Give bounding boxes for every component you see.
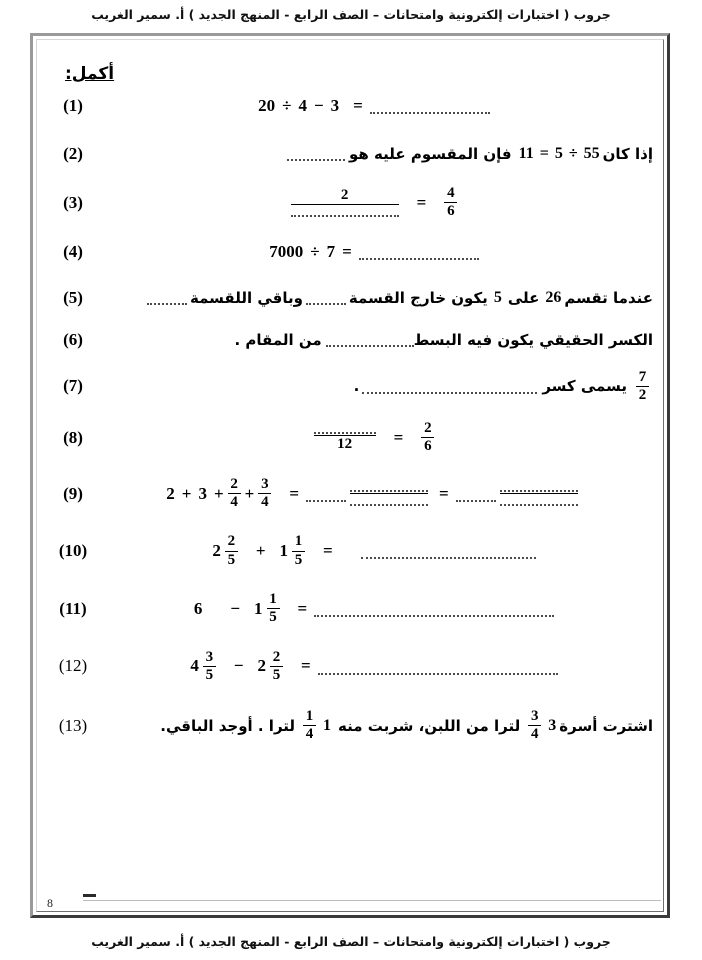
q1-minus-sign: − — [313, 96, 324, 115]
question-8-number: (8) — [63, 427, 83, 447]
q1-operand-a: 20 — [258, 96, 276, 115]
question-13-body — [95, 709, 653, 743]
question-3-number: (3) — [63, 192, 83, 212]
question-11-expression — [194, 592, 554, 626]
question-2 — [51, 144, 653, 164]
question-9-body — [95, 477, 653, 511]
q1-operand-b: 4 — [298, 96, 307, 115]
q12-fraction-2 — [270, 650, 283, 684]
q12-fraction-1 — [203, 650, 216, 684]
q10-f1-denominator: 5 — [227, 551, 236, 568]
q9-whole-blank-2[interactable] — [456, 485, 496, 501]
q12-whole-1: 4 — [190, 656, 199, 676]
question-13-sentence — [156, 709, 653, 743]
q6-text-start: الكسر الحقيقي يكون فيه البسط — [413, 330, 653, 349]
q12-minus-sign: − — [233, 656, 244, 676]
question-12-expression — [190, 650, 557, 684]
q8-equals-sign: = — [393, 427, 404, 447]
question-8 — [51, 421, 653, 455]
q9-answer-fraction-1[interactable] — [350, 481, 428, 506]
q11-answer-blank[interactable] — [314, 601, 554, 617]
question-2-sentence — [287, 145, 653, 163]
q8-left-numerator: 2 — [424, 420, 432, 437]
q4-operand-b: 7 — [326, 241, 336, 261]
q9-answer-2-denominator-blank[interactable] — [500, 495, 578, 506]
question-13 — [51, 709, 653, 743]
q3-right-fraction[interactable] — [291, 188, 399, 217]
q8-right-denominator: 12 — [337, 436, 353, 453]
q13-f1-denominator: 4 — [531, 726, 539, 743]
question-13-number: (13) — [58, 715, 88, 735]
question-10-body — [95, 534, 653, 568]
page-frame-inner-border — [36, 39, 664, 912]
question-10-number: (10) — [58, 541, 88, 561]
q7-period: . — [353, 377, 360, 396]
q3-left-denominator: 6 — [447, 203, 455, 220]
q10-whole-1: 2 — [212, 541, 221, 561]
question-3-equation — [287, 186, 462, 220]
question-5-sentence — [147, 289, 653, 307]
q13-f2-numerator: 1 — [305, 708, 314, 725]
q10-plus-sign: + — [255, 541, 266, 561]
q12-f1-numerator: 3 — [205, 648, 214, 665]
q7-fraction — [636, 370, 649, 404]
q9-f1-denominator: 4 — [230, 494, 238, 511]
q5-dividend: 26 — [545, 288, 562, 306]
page-title: أكمل: — [65, 64, 115, 84]
q3-right-fraction-bar — [291, 204, 399, 205]
question-7-sentence — [351, 370, 653, 404]
question-1-number: (1) — [63, 96, 83, 115]
q10-f2-denominator: 5 — [294, 551, 303, 568]
q12-f2-numerator: 2 — [272, 648, 281, 665]
q12-answer-blank[interactable] — [318, 658, 558, 674]
question-12-number: (12) — [58, 656, 88, 676]
q5-text-mid: على — [507, 288, 540, 307]
q9-answer-1-denominator-blank[interactable] — [350, 495, 428, 506]
question-9-expression — [166, 477, 581, 511]
q5-divisor: 5 — [493, 288, 502, 306]
q1-operand-c: 3 — [330, 96, 340, 115]
running-header: جروب ( اختبارات إلكترونية وامتحانات – الصف الرابع - المنهج الجديد ) أ. سمير الغريب — [91, 7, 611, 22]
q6-text-end: من المقام . — [234, 330, 322, 349]
q9-fraction-1 — [228, 477, 241, 511]
q7-text: يسمى كسر — [542, 377, 627, 396]
q8-left-denominator: 6 — [424, 438, 432, 455]
question-7 — [51, 370, 653, 404]
bottom-dash-mark — [83, 894, 96, 897]
page-frame — [30, 33, 670, 918]
question-1 — [51, 96, 653, 116]
q1-equals-sign: = — [353, 96, 363, 115]
q2-dividend: 55 — [583, 145, 600, 162]
q9-whole-blank-1[interactable] — [306, 485, 346, 501]
q13-fraction-1 — [528, 709, 541, 743]
q9-plus-2: + — [213, 483, 224, 503]
question-5-number: (5) — [63, 287, 83, 307]
q3-left-fraction — [444, 186, 457, 220]
question-4 — [51, 242, 653, 262]
q13-text-mid: لترا من اللبن، شربت منه — [338, 716, 521, 735]
q9-f2-denominator: 4 — [261, 494, 269, 511]
q4-answer-blank[interactable] — [359, 243, 479, 259]
question-8-body — [95, 421, 653, 455]
q8-right-fraction[interactable] — [314, 423, 376, 452]
q11-f2-numerator: 1 — [269, 590, 277, 607]
question-3-body — [95, 186, 653, 220]
q9-answer-2-numerator-blank[interactable] — [500, 481, 578, 492]
q13-text-start: اشترت أسرة — [559, 716, 653, 735]
question-1-expression — [258, 96, 490, 116]
question-5 — [51, 288, 653, 308]
question-11 — [51, 592, 653, 626]
question-4-number: (4) — [63, 241, 83, 261]
q2-divide-sign: ÷ — [568, 145, 578, 162]
question-7-number: (7) — [63, 376, 83, 396]
q4-divide-sign: ÷ — [310, 241, 320, 261]
q10-whole-2: 1 — [279, 541, 288, 561]
q4-equals-sign: = — [342, 241, 352, 261]
q6-answer-blank[interactable] — [326, 332, 414, 347]
worksheet-sheet — [37, 40, 671, 919]
q13-whole-1: 3 — [548, 716, 557, 734]
q9-plus-1: + — [181, 483, 192, 503]
q9-f2-numerator: 3 — [261, 475, 269, 492]
sheet-bottom-area — [37, 879, 671, 913]
q3-equals-sign: = — [416, 192, 427, 212]
question-2-body — [95, 145, 653, 163]
q13-whole-2: 1 — [323, 716, 332, 734]
q8-right-numerator-blank[interactable] — [314, 423, 376, 434]
question-6 — [51, 330, 653, 350]
q9-answer-fraction-2[interactable] — [500, 481, 578, 506]
q4-operand-a: 7000 — [269, 241, 304, 261]
question-6-body — [95, 331, 653, 349]
q5-text-end: يكون خارج القسمة — [348, 288, 488, 307]
q9-operand-a: 2 — [166, 483, 175, 503]
q9-fraction-2 — [258, 477, 271, 511]
q10-f2-numerator: 1 — [294, 533, 303, 550]
q9-equals-1: = — [289, 483, 300, 503]
q9-answer-2-bar — [500, 493, 578, 494]
q5-text-tail: وباقي اللقسمة — [190, 288, 303, 307]
page-number: 8 — [47, 896, 53, 910]
q12-f2-denominator: 5 — [272, 666, 281, 683]
question-10 — [51, 534, 653, 568]
question-11-body — [95, 592, 653, 626]
q12-equals-sign: = — [301, 656, 311, 676]
q13-f2-denominator: 4 — [305, 726, 314, 743]
running-footer: جروب ( اختبارات إلكترونية وامتحانات – الصف الرابع - المنهج الجديد ) أ. سمير الغريب — [91, 934, 611, 949]
question-1-body — [95, 96, 653, 116]
q9-f1-numerator: 2 — [230, 475, 238, 492]
question-4-expression — [269, 242, 479, 262]
q1-answer-blank[interactable] — [370, 98, 490, 114]
question-2-number: (2) — [63, 144, 83, 163]
q10-fraction-2 — [292, 534, 305, 568]
q13-text-end: لترا . أوجد الباقي. — [160, 716, 296, 735]
q9-plus-3: + — [244, 483, 255, 503]
q10-fraction-1 — [225, 534, 238, 568]
q9-answer-1-numerator-blank[interactable] — [350, 481, 428, 492]
q11-minus-sign: − — [230, 598, 240, 618]
question-4-body — [95, 242, 653, 262]
q13-fraction-2 — [303, 709, 316, 743]
q10-equals-sign: = — [323, 541, 333, 561]
q11-whole-2: 1 — [254, 598, 263, 618]
q7-numerator: 7 — [638, 368, 647, 385]
q10-f1-numerator: 2 — [227, 533, 236, 550]
q9-answer-1-bar — [350, 493, 428, 494]
q3-right-denominator-blank[interactable] — [291, 206, 399, 217]
q3-right-numerator: 2 — [340, 187, 349, 204]
q7-denominator: 2 — [638, 386, 647, 403]
q5-text-start: عندما تقسم — [564, 288, 653, 307]
question-6-number: (6) — [63, 329, 83, 349]
q2-equals-sign: = — [539, 145, 549, 162]
q11-fraction-2 — [267, 592, 280, 626]
q1-divide-sign: ÷ — [282, 96, 292, 115]
q2-divisor: 5 — [554, 145, 563, 162]
q11-equals-sign: = — [297, 598, 308, 618]
question-11-number: (11) — [59, 598, 87, 618]
q12-f1-denominator: 5 — [205, 666, 214, 683]
q12-whole-2: 2 — [257, 656, 266, 676]
q11-whole-1: 6 — [193, 598, 203, 618]
q5-remainder-blank[interactable] — [147, 290, 187, 305]
q7-answer-blank[interactable] — [362, 379, 537, 394]
bottom-horizontal-rule — [83, 900, 661, 901]
q3-left-numerator: 4 — [447, 185, 455, 201]
question-6-sentence — [231, 331, 653, 349]
question-9-number: (9) — [63, 483, 83, 503]
question-3 — [51, 186, 653, 220]
q2-text-start: إذا كان — [602, 145, 653, 163]
question-10-expression — [212, 534, 535, 568]
q10-answer-blank[interactable] — [361, 543, 536, 559]
q9-equals-2: = — [439, 483, 449, 503]
q13-f1-numerator: 3 — [531, 708, 539, 725]
q2-quotient: 11 — [518, 145, 534, 162]
q5-quotient-blank[interactable] — [306, 290, 346, 305]
question-8-equation — [310, 421, 439, 455]
question-12-body — [95, 650, 653, 684]
question-9 — [51, 477, 653, 511]
q9-operand-b: 3 — [198, 483, 207, 503]
question-7-body — [95, 370, 653, 404]
q8-left-fraction — [421, 421, 434, 455]
q11-f2-denominator: 5 — [269, 609, 277, 626]
question-5-body — [95, 289, 653, 307]
question-12 — [51, 650, 653, 684]
q2-answer-blank[interactable] — [287, 147, 345, 162]
q2-text-mid: فإن المقسوم عليه هو — [348, 145, 512, 163]
